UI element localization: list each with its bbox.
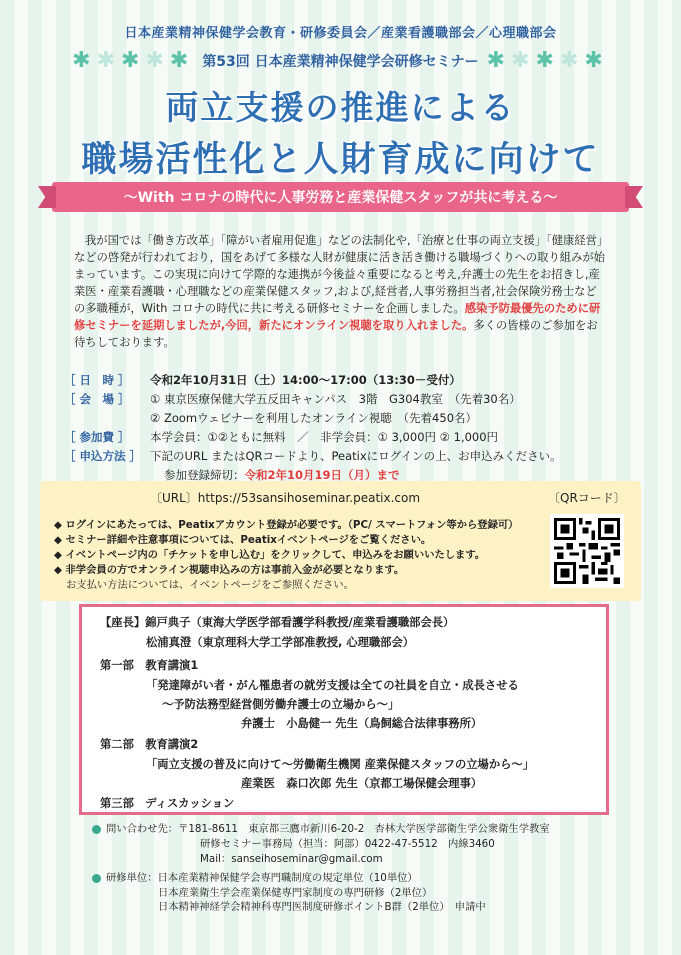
chair-2: 松浦真澄（東京理科大学工学部准教授, 心理職部会） [146,636,415,649]
intro-text: 我が国では「働き方改革」「障がい者雇用促進」などの法制化や,「治療と仕事の両立支援」「健康経営」などの啓発が行われており，国をあげて多様な人財が健康に活き活き働ける職場づくりへの取り組みが始まっています。この実現に向けて学際的な連携が今後益々重要になると考え,弁護士の先生をお招きし,産業医・産業看護職・心理職などの産業保健スタッフ,および,経営者,人事労務担当者,社会保険労務士などの多職種が，With コロナの時代に共に考える研修セミナーを企画しました。 [74,234,605,315]
star-icon-row-left: ✱✱✱✱✱ [72,48,195,73]
contact-address: 〒181-8611 東京都三鷹市新川6-20-2 杏林大学医学部衛生学公衆衛生学教室 [178,823,550,835]
venue-1: ① 東京医療保健大学五反田キャンパス 3階 G304教室 （先着30名） [150,391,521,406]
star-icon-row-right: ✱✱✱✱✱ [486,48,609,73]
registration-url-link[interactable]: 〔URL〕https://53sansihoseminar.peatix.com [150,491,421,505]
note-item: ◆ セミナー詳細や注意事項については、Peatixイベントページをご覧ください。 [54,534,432,546]
part3-heading: 第三部 ディスカッション [100,797,235,810]
green-dot-icon [92,825,101,834]
credit-2: 日本産業衛生学会産業保健専門家制度の専門研修（2単位） [158,886,433,899]
apply-value: 下記のURL またはQRコードより、Peatixにログインの上、お申込みください。 [150,448,562,463]
fee-value: 本学会員：①②ともに無料 ／ 非学会員：① 3,000円 ② 1,000円 [150,429,499,444]
main-title-line2: 職場活性化と人財育成に向けて [81,140,600,180]
program-box [79,604,609,815]
part2-title: 「両立支援の普及に向けて～労働衛生機関 産業保健スタッフの立場から～」 [146,758,535,771]
subtitle: ～With コロナの時代に人事労務と産業保健スタッフが共に考える～ [123,190,558,206]
part1-title-line1: 「発達障がい者・がん罹患者の就労支援は全ての社員を自立・成長させる [146,679,519,692]
part1-heading: 第一部 教育講演1 [100,659,199,672]
note-item: ◆ 非学会員の方でオンライン視聴申込みの方は事前入金が必要となります。 [54,564,405,576]
subtitle-ribbon [52,182,629,212]
contact-mail-link[interactable]: Mail：sanseihoseminar@gmail.com [200,853,383,865]
part1-speaker: 弁護士 小島健一 先生（鳥飼総合法律事務所） [241,717,483,730]
registration-notes [54,518,544,593]
apply-label: ［ 申込方法 ］ [64,448,142,463]
date-value: 令和2年10月31日（土）14:00～17:00（13:30－受付） [150,372,461,387]
qr-code-icon[interactable] [550,514,624,588]
chair-1: 錦戸典子（東海大学医学部看護学科教授/産業看護職部会長） [145,616,455,629]
part2-heading: 第二部 教育講演2 [100,738,199,751]
contact-office: 研修セミナー事務局（担当：阿部）0422-47-5512 内線3460 [200,838,495,850]
date-label: ［ 日 時 ］ [64,372,130,387]
venue-label: ［ 会 場 ］ [64,391,130,406]
fee-label: ［ 参加費 ］ [64,429,130,444]
deadline-prefix: 参加登録締切： [164,467,245,482]
main-title-line1: 両立支援の推進による [165,88,516,127]
intro-notice: 感染予防最優先のために研修セミナーを延期しましたが,今回，新たにオンライン視聴を取り入れました。 [74,302,601,332]
note-subline: お支払い方法については、イベントページをご参照ください。 [66,579,354,591]
contact-label: 問い合わせ先： [106,823,179,835]
part2-speaker: 産業医 森口次郎 先生（京都工場保健会理事） [241,777,483,790]
chair-row [100,614,454,630]
intro-closing: 多くの皆様のご参加をお待ちしております。 [74,319,598,349]
contact-info [92,822,550,867]
qr-label: 〔QRコード〕 [548,491,626,505]
organizers: 日本産業精神保健学会教育・研修委員会／産業看護職部会／心理職部会 [124,26,557,41]
venue-2: ② Zoomウェビナーを利用したオンライン視聴 （先着450名） [150,410,478,425]
intro-paragraph [74,232,607,351]
credit-3: 日本精神神経学会精神科専門医制度研修ポイントB群（2単位） 申請中 [158,901,486,913]
deadline-date: 令和2年10月19日（月）まで [244,467,400,482]
event-details [64,370,624,484]
chair-label: 【座長】 [100,616,146,629]
seminar-name: 第53回 日本産業精神保健学会研修セミナー [202,53,479,70]
note-item: ◆ イベントページ内の「チケットを申し込む」をクリックして、申込みをお願いいたします。 [54,549,486,561]
credit-info [92,871,486,915]
note-item: ◆ ログインにあたっては、Peatixアカウント登録が必要です。（PC/ スマートフォン等から登録可） [54,519,519,531]
green-dot-icon [92,874,101,883]
credit-1: 日本産業精神保健学会専門職制度の規定単位（10単位） [157,872,418,884]
credit-label: 研修単位： [106,872,158,884]
part1-title-line2: ～予防法務型経営側労働弁護士の立場から～」 [162,698,400,711]
seminar-heading [0,48,681,73]
qr-code-graphic [554,518,620,584]
